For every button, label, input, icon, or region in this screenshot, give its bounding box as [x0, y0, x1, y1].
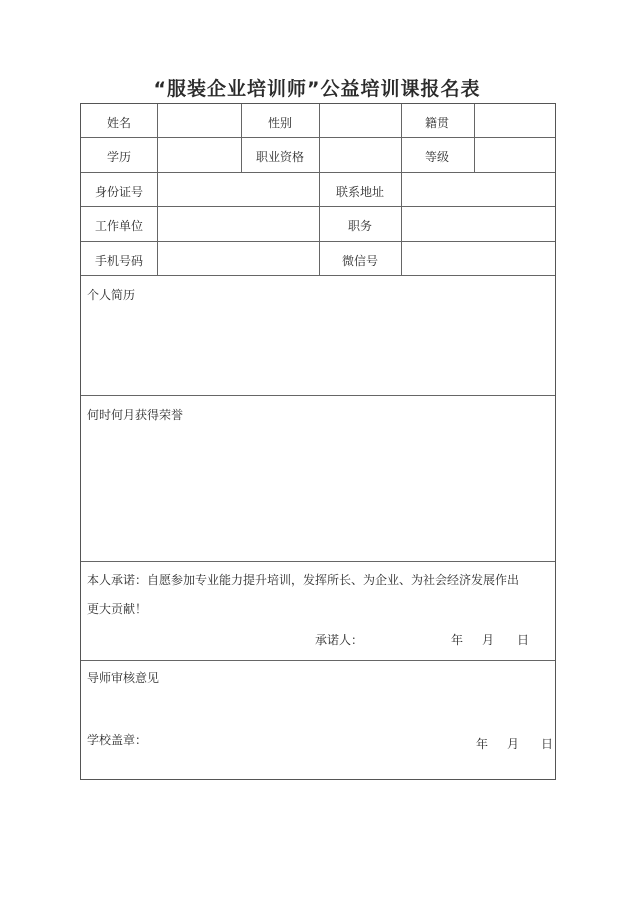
pledge-month-label: 月: [482, 633, 495, 647]
mobile-label: 手机号码: [94, 254, 144, 268]
row-divider: [81, 660, 555, 661]
review-label: 导师审核意见: [87, 671, 160, 685]
row-divider: [81, 275, 555, 276]
pledge-signer-label: 承诺人：: [315, 633, 364, 647]
honors-field[interactable]: [82, 424, 554, 558]
wechat-label: 微信号: [341, 254, 379, 268]
employer-label: 工作单位: [94, 219, 144, 233]
review-year-label: 年: [476, 737, 489, 751]
gender-field[interactable]: [320, 105, 400, 136]
school-stamp-label: 学校盖章：: [87, 733, 148, 747]
honors-label: 何时何月获得荣誉: [87, 408, 184, 422]
form-title: “服装企业培训师”公益培训课报名表: [153, 78, 481, 100]
row-divider: [81, 561, 555, 562]
position-field[interactable]: [402, 207, 555, 240]
review-day-label: 日: [541, 737, 554, 751]
column-divider: [401, 104, 402, 172]
pledge-year-label: 年: [451, 633, 464, 647]
pledge-text-line1: 本人承诺：自愿参加专业能力提升培训，发挥所长、为企业、为社会经济发展作出: [87, 573, 520, 587]
qualification-label: 职业资格: [255, 150, 305, 164]
column-divider: [319, 172, 320, 275]
review-month-label: 月: [507, 737, 520, 751]
resume-label: 个人简历: [87, 288, 136, 302]
position-label: 职务: [347, 219, 373, 233]
address-field[interactable]: [402, 173, 555, 205]
level-field[interactable]: [475, 138, 555, 171]
id-number-field[interactable]: [158, 173, 318, 205]
row-divider: [81, 395, 555, 396]
name-field[interactable]: [158, 105, 240, 136]
native-place-field[interactable]: [475, 105, 555, 136]
qualification-field[interactable]: [320, 138, 400, 171]
wechat-field[interactable]: [402, 242, 555, 274]
education-label: 学历: [106, 150, 132, 164]
native-place-label: 籍贯: [424, 116, 450, 130]
address-label: 联系地址: [335, 185, 385, 199]
mobile-field[interactable]: [158, 242, 318, 274]
registration-form-table: [80, 103, 556, 780]
level-label: 等级: [424, 150, 450, 164]
pledge-text-line2: 更大贡献！: [87, 602, 148, 616]
name-label: 姓名: [106, 116, 132, 130]
resume-field[interactable]: [82, 304, 554, 392]
gender-label: 性别: [267, 116, 293, 130]
employer-field[interactable]: [158, 207, 318, 240]
pledge-day-label: 日: [517, 633, 530, 647]
id-number-label: 身份证号: [94, 185, 144, 199]
education-field[interactable]: [158, 138, 240, 171]
column-divider: [241, 104, 242, 172]
